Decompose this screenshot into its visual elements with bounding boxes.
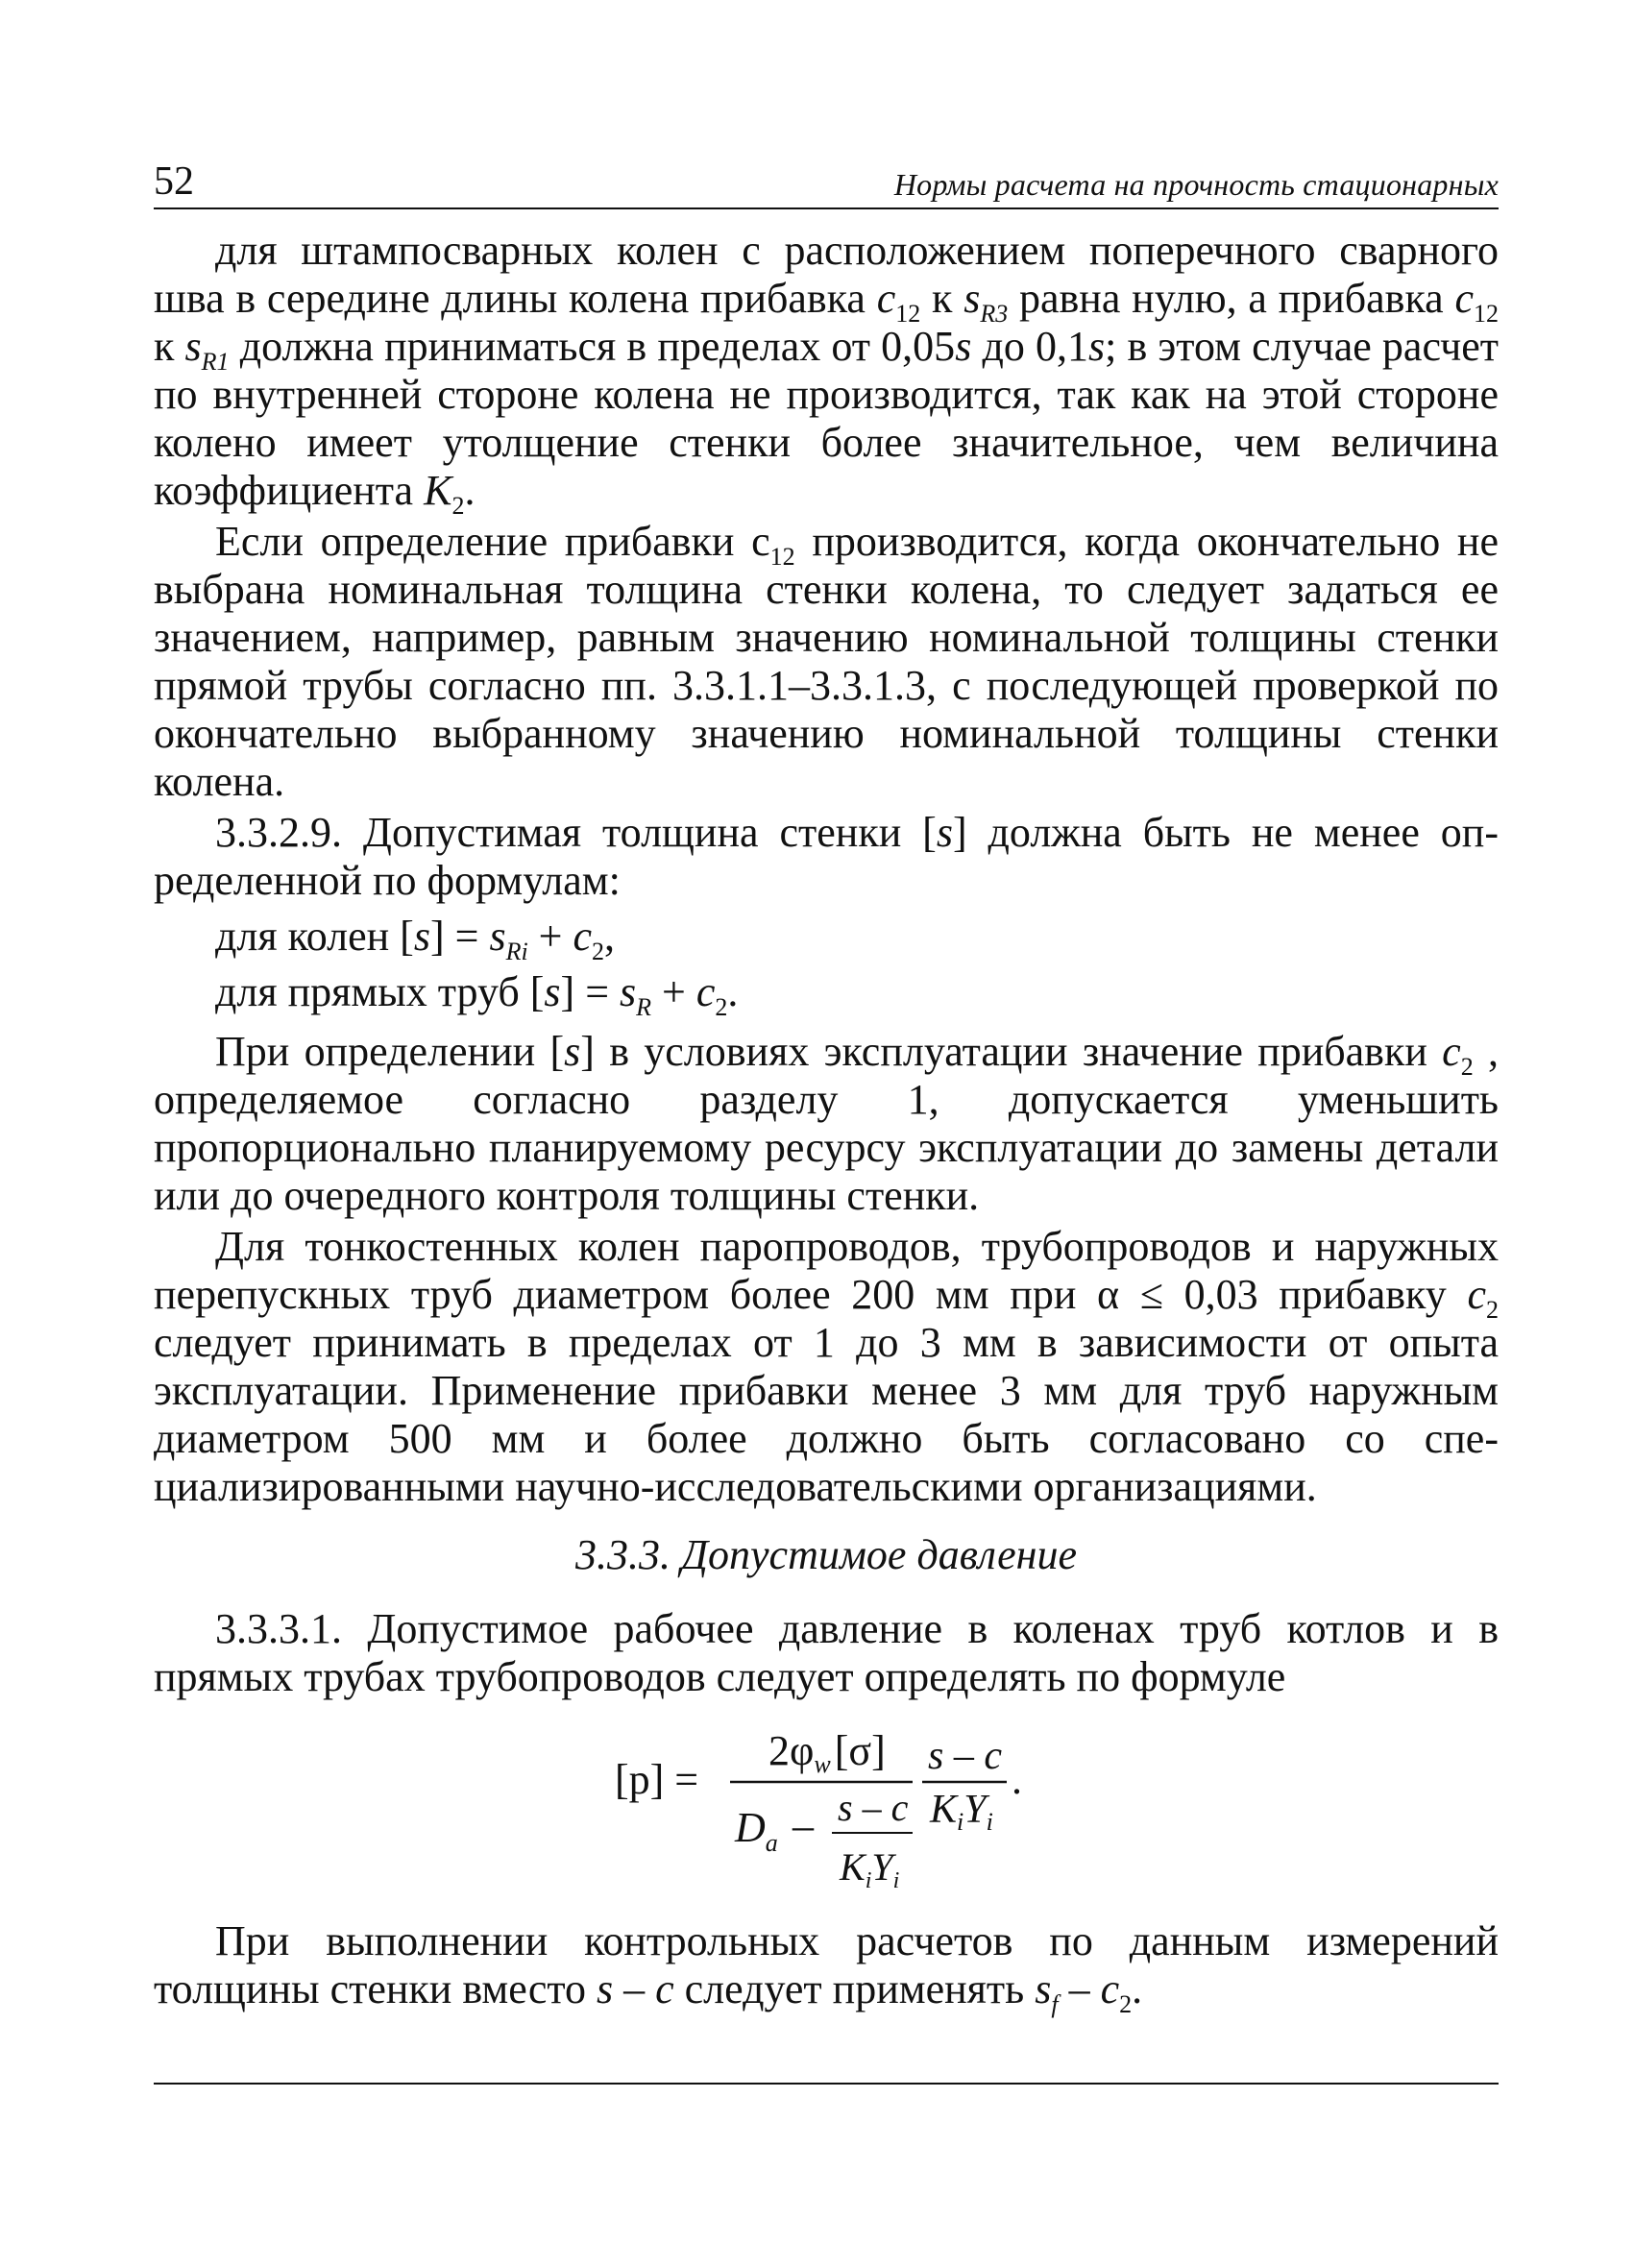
paragraph-7: [154, 1917, 1499, 2018]
formula-den-D: $D_a$: [735, 1804, 778, 1857]
formula-num2: s – c: [928, 1734, 1002, 1778]
display-formula: [154, 1719, 1499, 1896]
subscript: 12: [895, 300, 921, 328]
var-c: c: [695, 968, 716, 1015]
text-run: Если определение прибавки c: [215, 518, 770, 565]
text-run: 3.3.2.9. Допустимая толщина стенки [: [215, 809, 937, 856]
subscript: 2: [715, 993, 728, 1021]
text-run: к: [920, 275, 964, 322]
page-number: 52: [154, 159, 194, 204]
var-s: s: [1088, 323, 1106, 370]
subscript: R3: [980, 300, 1009, 328]
page-content: [154, 227, 1499, 2016]
subscript: R1: [201, 348, 230, 376]
subscript: Ri: [505, 938, 528, 965]
text-run: ] в условиях эксплуатации значение прибавки: [580, 1028, 1443, 1075]
paragraph-5: [154, 1223, 1499, 1511]
var-c: c: [655, 1965, 674, 2012]
var-c: c: [1442, 1028, 1461, 1075]
formula-straight-pipes: [215, 964, 1499, 1020]
text-run: ; в этом случае расчет по внутренней стороне колена не производится, так как на этой стороне колено имеет утолщение стенки более значительное, чем величина коэффициента: [154, 323, 1499, 514]
text-run: При выполнении контрольных расчетов по данным измерений толщины стенки вместо: [154, 1917, 1499, 2012]
text-run: следует применять: [673, 1965, 1036, 2012]
text-run: ] =: [560, 968, 621, 1015]
formula-bends: [215, 909, 1499, 964]
paragraph-2: [154, 518, 1499, 806]
footer-rule: [154, 2083, 1499, 2085]
text-run: равна нулю, а прибавка: [1008, 275, 1455, 322]
text-run: производится, когда окончательно не выбрана номинальная толщина стенки колена, то следует задаться ее значением, например, равным значению номинальной толщины стенки прямой трубы согласно пп. 3.3.1.1–3.3.1.3, с последующей проверкой по окончательно выбранному значению номинальной толщины стенки колена.: [154, 518, 1499, 805]
text-run: следует принимать в пределах от 1 до 3 мм в зависимости от опыта эксплуатации. Применение прибавки менее 3 мм для труб наружным диаметром 500 мм и более должно быть согласовано со специализированными научно-исследовательскими организациями.: [154, 1319, 1499, 1510]
var-c: c: [573, 913, 593, 960]
var-s: s: [936, 809, 953, 856]
text-run: .: [1132, 1965, 1143, 2012]
formula-svg: [154, 1719, 1499, 1896]
var-c: c: [1100, 1965, 1120, 2012]
var-s: s: [564, 1028, 581, 1075]
var-c: c: [1454, 275, 1474, 322]
subscript: 2: [1119, 1990, 1133, 2018]
formula-den-minus: –: [793, 1802, 814, 1849]
var-s: s: [1035, 1965, 1052, 2012]
text-run: +: [651, 968, 696, 1015]
text-run: ,: [604, 913, 616, 960]
document-page: [154, 152, 1499, 2188]
text-run: для штампосварных колен с расположением поперечного сварного шва в середине длины колена прибавка: [154, 227, 1499, 322]
var-c: c: [1467, 1271, 1486, 1318]
subscript: 2: [451, 492, 465, 520]
text-run: до 0,1: [971, 323, 1088, 370]
subscript: 2: [1486, 1296, 1499, 1324]
var-c: c: [876, 275, 896, 322]
subscript: 2: [1460, 1053, 1474, 1081]
text-run: .: [464, 467, 476, 514]
running-title: Нормы расчета на прочность стационарных: [893, 167, 1499, 202]
subscript: 12: [1474, 300, 1499, 328]
subscript: 2: [592, 938, 605, 965]
var-s: s: [620, 968, 637, 1015]
text-run: .: [727, 968, 739, 1015]
page-header: [154, 152, 1499, 209]
var-s: s: [544, 968, 561, 1015]
formula-inner-den: $K_iY_i$: [840, 1845, 900, 1893]
var-s: s: [184, 323, 202, 370]
text-run: к: [154, 323, 185, 370]
paragraph-6: 3.3.3.1. Допустимое рабочее давление в коленах труб котлов и в прямых трубах трубопроводов следует определять по формуле: [154, 1605, 1499, 1700]
text-run: При определении [: [215, 1028, 565, 1075]
subscript: f: [1051, 1990, 1059, 2018]
formula-lhs: [p] =: [615, 1756, 699, 1803]
var-s: s: [413, 913, 430, 960]
paragraph-3: [154, 809, 1499, 905]
text-run: –: [613, 1965, 656, 2012]
text-run: +: [527, 913, 573, 960]
section-heading: 3.3.3. Допустимое давление: [575, 1531, 1077, 1578]
text-run: ] должна быть не менее определенной по формулам:: [154, 809, 1499, 904]
paragraph-4: [154, 1028, 1499, 1220]
var-s: s: [955, 323, 972, 370]
text-run: ] =: [429, 913, 490, 960]
text-run: для прямых труб [: [215, 968, 545, 1015]
formula-end: .: [1012, 1756, 1022, 1803]
text-run: , определяемое согласно разделу 1, допускается уменьшить пропорционально планируемому ресурсу эксплуатации до замены детали или до очередного контроля толщины стенки.: [154, 1028, 1500, 1219]
paragraph-1: [154, 227, 1499, 520]
formula-inner-num: s – c: [838, 1786, 909, 1829]
subscript: R: [636, 993, 652, 1021]
text-run: Для тонкостенных колен паропроводов, трубопроводов и наружных перепускных труб диаметром более 200 мм при α ≤ 0,03 прибавку: [154, 1223, 1499, 1318]
text-run: –: [1058, 1965, 1101, 2012]
var-s: s: [597, 1965, 614, 2012]
text-run: для колен [: [215, 913, 414, 960]
var-K: K: [424, 467, 452, 514]
text-run: должна приниматься в пределах от 0,05: [229, 323, 956, 370]
formula-num1: 2φw[σ]: [768, 1727, 886, 1778]
var-s: s: [963, 275, 981, 322]
var-s: s: [489, 913, 506, 960]
subscript: 12: [769, 543, 795, 571]
formula-den2: KiYi: [930, 1788, 993, 1836]
